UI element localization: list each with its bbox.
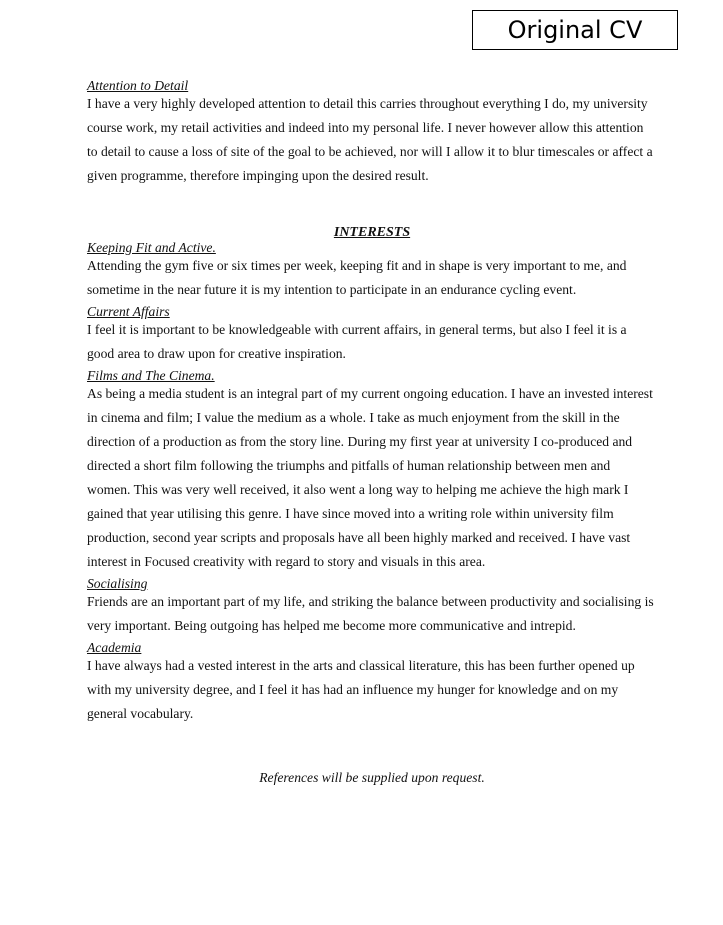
interest-item [87,304,657,366]
cv-document [87,78,657,788]
interest-text: I feel it is important to be knowledgeable with current affairs, in general terms, but also I feel it is a good area to draw upon for creative inspiration. [87,322,627,361]
original-cv-badge: Original CV [472,10,678,50]
interest-text: As being a media student is an integral part of my current ongoing education. I have an invested interest in cinema and film; I value the medium as a whole. I take as much enjoyment from the skill in the direction of a production as from the story line. During my first year at university I co-produced and directed a short film following the triumphs and pitfalls of human relationship between men and women. This was very well received, it also went a long way to helping me achieve the high mark I gained that year utilising this genre. I have since moved into a writing role within university film production, second year scripts and proposals have all been highly marked and received. I have vast interest in Focused creativity with regard to story and visuals in this area. [87,386,653,569]
interest-heading: Academia [87,640,142,655]
references-note: References will be supplied upon request. [259,770,485,785]
attention-heading: Attention to Detail [87,78,189,93]
interest-heading: Current Affairs [87,304,170,319]
interest-item [87,640,657,726]
attention-text: I have a very highly developed attention to detail this carries throughout everything I do, my university course work, my retail activities and indeed into my personal life. I never however allow this attention to detail to cause a loss of site of the goal to be achieved, nor will I allow it to blur timescales or affect a given programme, therefore impinging upon the desired result. [87,96,653,183]
interests-title: INTERESTS [333,225,411,240]
interest-text: Friends are an important part of my life, and striking the balance between productivity and socialising is very important. Being outgoing has helped me become more communicative and intrepid. [87,594,654,633]
interest-text: I have always had a vested interest in the arts and classical literature, this has been further opened up with my university degree, and I feel it has had an influence my hunger for knowledge and on my general vocabulary. [87,658,635,721]
interest-item [87,368,657,574]
interest-heading: Socialising [87,576,148,591]
interest-heading: Films and The Cinema. [87,368,215,383]
interest-text: Attending the gym five or six times per week, keeping fit and in shape is very important to me, and sometime in the near future it is my intention to participate in an endurance cycling event. [87,258,627,297]
interest-heading: Keeping Fit and Active. [87,240,216,255]
attention-section [87,78,657,188]
interest-item [87,576,657,638]
interest-item [87,240,657,302]
